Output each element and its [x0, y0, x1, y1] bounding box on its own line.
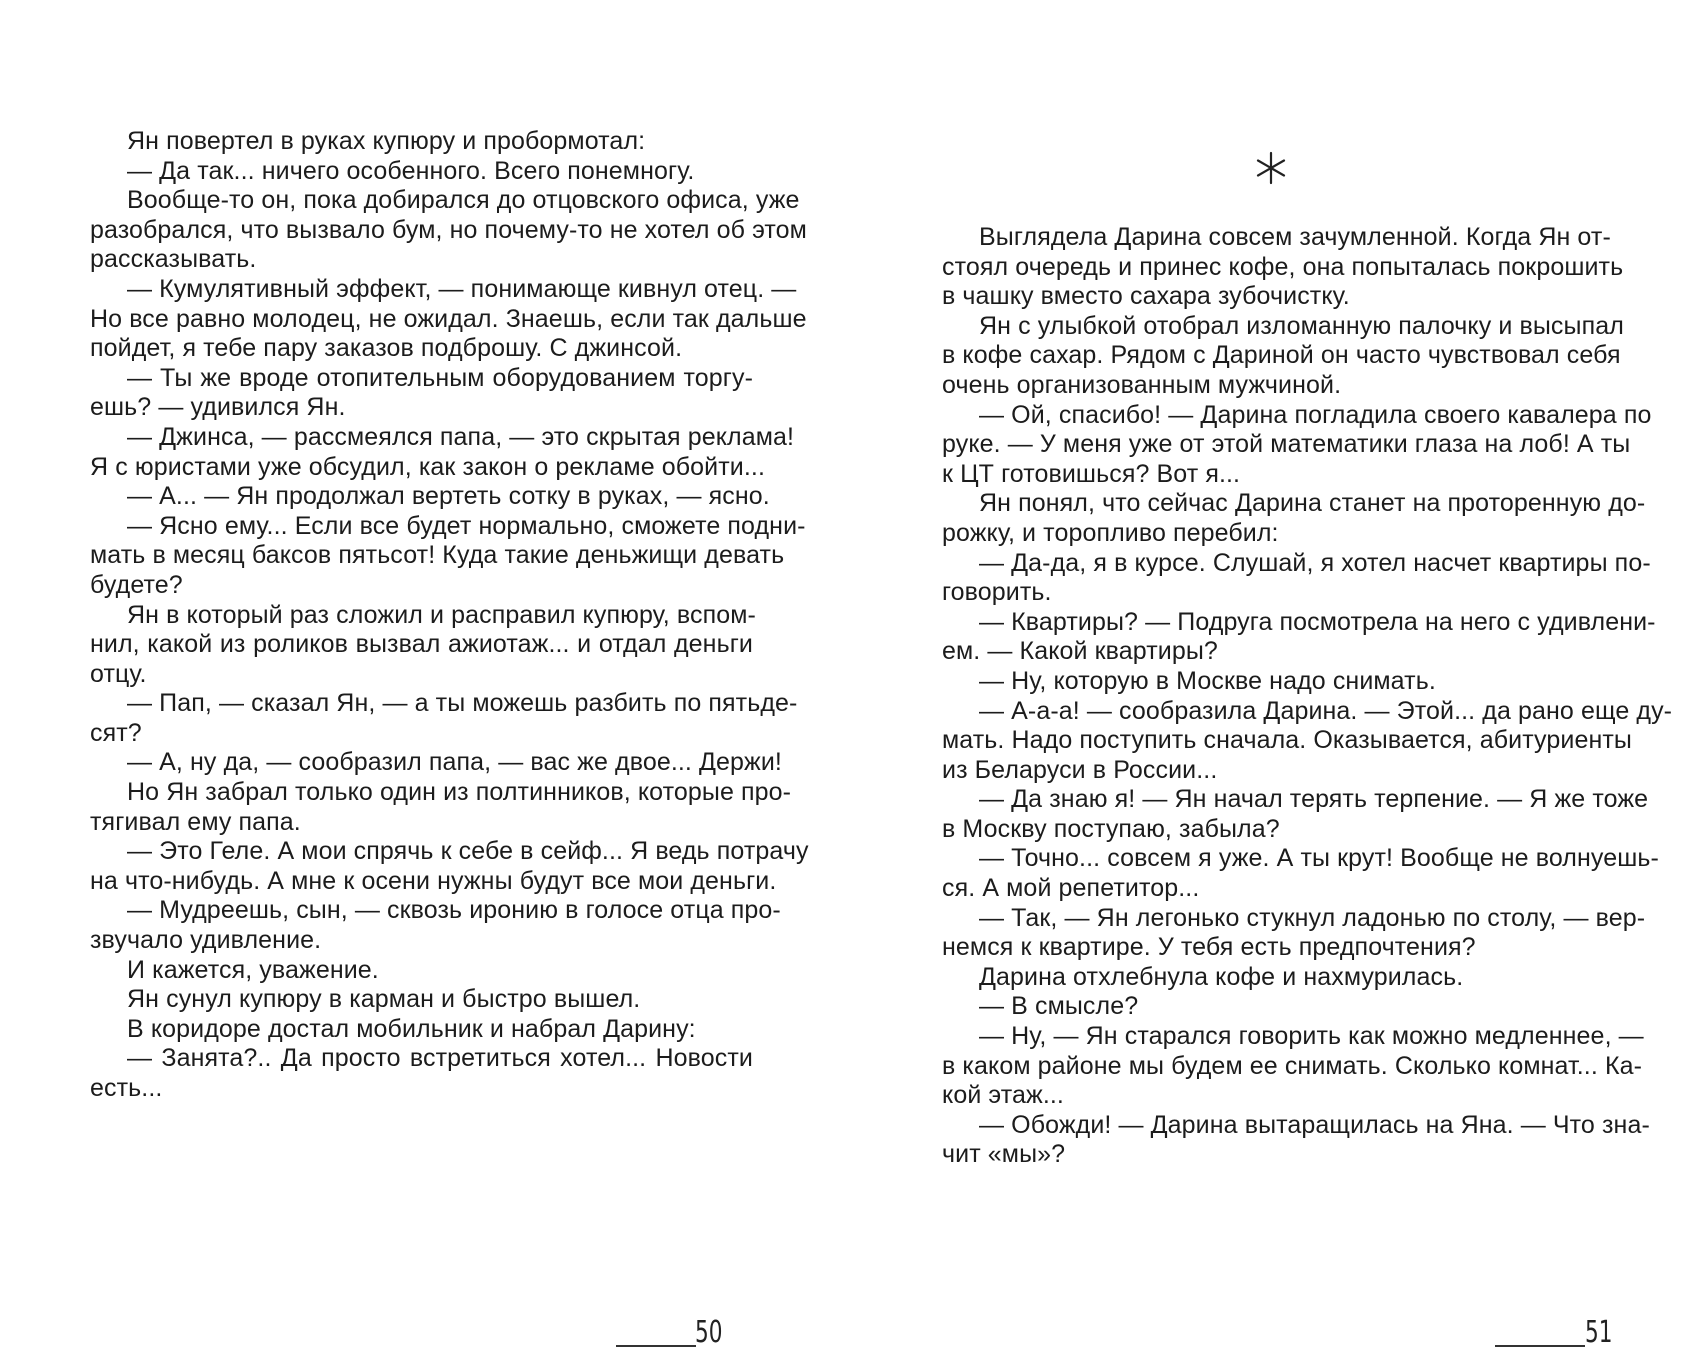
text-line: Ян в который раз сложил и расправил купюру, вспом-	[127, 600, 756, 629]
text-line: немся к квартире. У тебя есть предпочтения?	[942, 933, 1476, 962]
text-line: — А... — Ян продолжал вертеть сотку в руках, — ясно.	[127, 482, 770, 511]
text-line: мать. Надо поступить сначала. Оказывается, абитуриенты	[942, 726, 1632, 755]
text-line: — Да-да, я в курсе. Слушай, я хотел насчет квартиры по-	[979, 548, 1651, 577]
text-line: — Пап, — сказал Ян, — а ты можешь разбить по пятьде-	[127, 689, 798, 718]
text-line: руке. — У меня уже от этой математики глаза на лоб! А ты	[942, 430, 1631, 459]
text-line: пойдет, я тебе пару заказов подброшу. С джинсой.	[90, 334, 683, 363]
text-line: — Квартиры? — Подруга посмотрела на него с удивлени-	[979, 607, 1656, 636]
page-number-rule	[616, 1345, 696, 1347]
text-line: нил, какой из роликов вызвал ажиотаж... и отдал деньги	[90, 630, 753, 659]
text-line: ся. А мой репетитор...	[942, 874, 1200, 903]
text-line: — Ой, спасибо! — Дарина погладила своего кавалера по	[979, 400, 1652, 429]
text-line: В коридоре достал мобильник и набрал Дарину:	[127, 1014, 696, 1043]
text-line: — Кумулятивный эффект, — понимающе кивнул отец. —	[127, 274, 797, 303]
text-line: в чашку вместо сахара зубочистку.	[942, 282, 1350, 311]
text-line: Ян повертел в руках купюру и пробормотал:	[127, 127, 646, 155]
text-line: из Беларуси в России...	[942, 755, 1218, 784]
text-line: чит «мы»?	[942, 1140, 1066, 1169]
text-line: — А, ну да, — сообразил папа, — вас же двое... Держи!	[127, 748, 782, 777]
text-line: стоял очередь и принес кофе, она попыталась покрошить	[942, 252, 1624, 281]
text-line: Ян с улыбкой отобрал изломанную палочку и высыпал	[979, 311, 1624, 340]
text-line: в каком районе мы будем ее снимать. Сколько комнат... Ка-	[942, 1051, 1643, 1080]
left-page-text	[90, 127, 809, 1104]
text-line: — А-а-а! — сообразила Дарина. — Этой... да рано еще ду-	[979, 696, 1673, 725]
text-line: на что-нибудь. А мне к осени нужны будут все мои деньги.	[90, 866, 777, 895]
text-line: рожку, и торопливо перебил:	[942, 518, 1279, 547]
text-line: Ян понял, что сейчас Дарина станет на проторенную до-	[979, 489, 1646, 518]
text-line: есть...	[90, 1074, 163, 1102]
asterisk-icon	[1251, 148, 1291, 188]
text-line: — Мудреешь, сын, — сквозь иронию в голосе отца про-	[127, 896, 781, 925]
text-line: Но Ян забрал только один из полтинников, которые про-	[127, 778, 792, 807]
text-line: отцу.	[90, 659, 147, 688]
text-line: — В смысле?	[979, 992, 1139, 1021]
text-line: мать в месяц баксов пятьсот! Куда такие деньжищи девать	[90, 541, 785, 570]
text-line: ем. — Какой квартиры?	[942, 637, 1218, 666]
text-line: Но все равно молодец, не ожидал. Знаешь, если так дальше	[90, 304, 807, 333]
text-line: — Точно... совсем я уже. А ты крут! Вообще не волнуешь-	[979, 844, 1659, 873]
text-line: Ян сунул купюру в карман и быстро вышел.	[127, 985, 641, 1014]
text-line: Я с юристами уже обсудил, как закон о рекламе обойти...	[90, 452, 765, 481]
text-line: — Да знаю я! — Ян начал терять терпение. — Я же тоже	[979, 785, 1649, 814]
text-line: — Ясно ему... Если все будет нормально, сможете подни-	[127, 511, 806, 540]
text-line: — Ну, — Ян старался говорить как можно медленнее, —	[979, 1022, 1644, 1051]
text-line: в Москву поступаю, забыла?	[942, 814, 1280, 843]
text-line: ешь? — удивился Ян.	[90, 393, 346, 422]
text-line: очень организованным мужчиной.	[942, 370, 1342, 399]
text-line: разобрался, что вызвало бум, но почему-то не хотел об этом	[90, 215, 807, 244]
text-line: — Это Геле. А мои спрячь к себе в сейф... Я ведь потрачу	[127, 837, 809, 866]
text-line: звучало удивление.	[90, 926, 322, 955]
text-line: будете?	[90, 570, 183, 599]
right-page-text	[942, 223, 1673, 1170]
text-line: Дарина отхлебнула кофе и нахмурилась.	[979, 962, 1464, 991]
text-line: в кофе сахар. Рядом с Дариной он часто чувствовал себя	[942, 341, 1621, 370]
page-number: 50	[695, 1315, 723, 1350]
text-line: Вообще-то он, пока добирался до отцовского офиса, уже	[127, 186, 800, 215]
text-line: — Да так... ничего особенного. Всего понемногу.	[127, 156, 695, 185]
text-line: — Занята?.. Да просто встретиться хотел... Новости	[127, 1044, 753, 1073]
text-line: И кажется, уважение.	[127, 955, 379, 984]
text-line: — Джинса, — рассмеялся папа, — это скрытая реклама!	[127, 422, 795, 451]
text-line: к ЦТ готовишься? Вот я...	[942, 459, 1241, 488]
text-line: кой этаж...	[942, 1081, 1064, 1110]
text-line: — Обожди! — Дарина вытаращилась на Яна. — Что зна-	[979, 1110, 1650, 1139]
page-number-rule	[1495, 1345, 1585, 1347]
page-number: 51	[1585, 1315, 1613, 1350]
text-line: сят?	[90, 718, 142, 747]
text-line: рассказывать.	[90, 245, 257, 274]
text-line: — Ну, которую в Москве надо снимать.	[979, 666, 1436, 695]
text-line: говорить.	[942, 578, 1052, 607]
text-line: — Так, — Ян легонько стукнул ладонью по столу, — вер-	[979, 903, 1646, 932]
text-line: — Ты же вроде отопительным оборудованием торгу-	[127, 363, 753, 392]
text-line: Выглядела Дарина совсем зачумленной. Когда Ян от-	[979, 223, 1611, 251]
right-page	[841, 0, 1682, 1362]
text-line: тягивал ему папа.	[90, 807, 301, 836]
